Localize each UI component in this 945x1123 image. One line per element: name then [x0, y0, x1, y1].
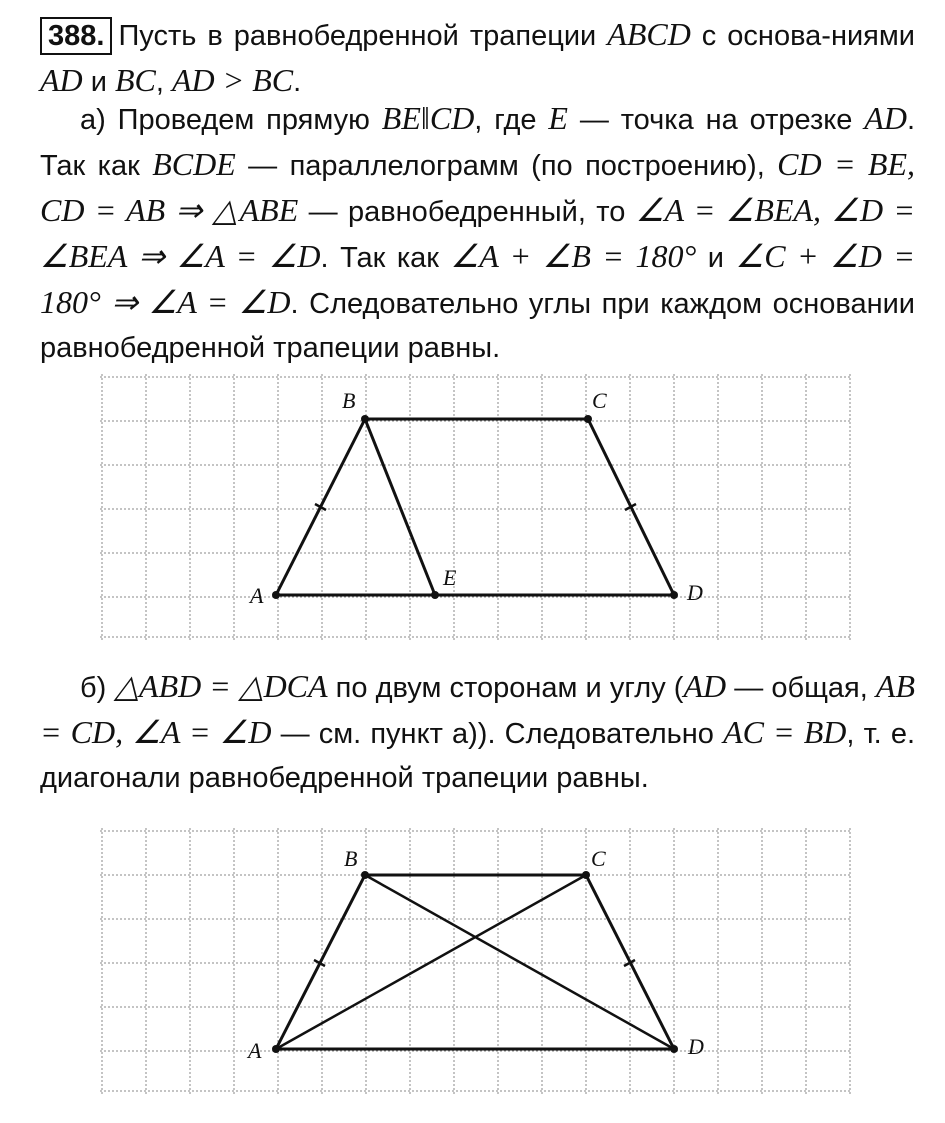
label-d: D — [687, 580, 703, 605]
segment-be — [365, 419, 435, 595]
part-a-text: а) Проведем прямую BE‖CD, где E — точка на отрезке AD. Так как BCDE — параллелограмм (по построению), CD = BE, CD = AB ⇒ △ABE — равнобедренный, то ∠A = ∠BEA, ∠D = ∠BEA ⇒ ∠A = ∠D. Так как ∠A + ∠B = 180° и ∠C + ∠D = 180° ⇒ ∠A = ∠D. Следовательно углы при каждом основании равнобедренной трапеции равны. — [40, 100, 916, 364]
grid-a — [100, 374, 852, 640]
grid-b — [100, 828, 852, 1094]
problem-intro: 388. Пусть в равнобедренной трапеции ABCD с основа-ниями AD и BC, AD > BC. — [40, 16, 915, 98]
label-b: B — [342, 388, 356, 413]
label-c: C — [592, 388, 607, 413]
figure-b — [100, 828, 855, 1094]
problem-number: 388. — [40, 17, 112, 55]
label-a: A — [250, 583, 264, 608]
figure-a — [100, 374, 855, 640]
label-b: B — [344, 846, 358, 871]
diagonal-bd — [365, 875, 674, 1049]
point-a — [272, 591, 280, 599]
point-e — [431, 591, 439, 599]
label-a: A — [248, 1038, 262, 1063]
point-c — [584, 415, 592, 423]
point-b — [361, 415, 369, 423]
point-b — [361, 871, 369, 879]
label-d: D — [688, 1034, 704, 1059]
label-e: E — [443, 565, 457, 590]
point-d — [670, 591, 678, 599]
part-b-text: б) △ABD = △DCA по двум сторонам и углу (AD — общая, AB = CD, ∠A = ∠D — см. пункт а)). Следовательно AC = BD, т. е. диагонали равнобедренной трапеции равны. — [40, 668, 916, 794]
point-a — [272, 1045, 280, 1053]
label-c: C — [591, 846, 606, 871]
point-c — [582, 871, 590, 879]
point-d — [670, 1045, 678, 1053]
